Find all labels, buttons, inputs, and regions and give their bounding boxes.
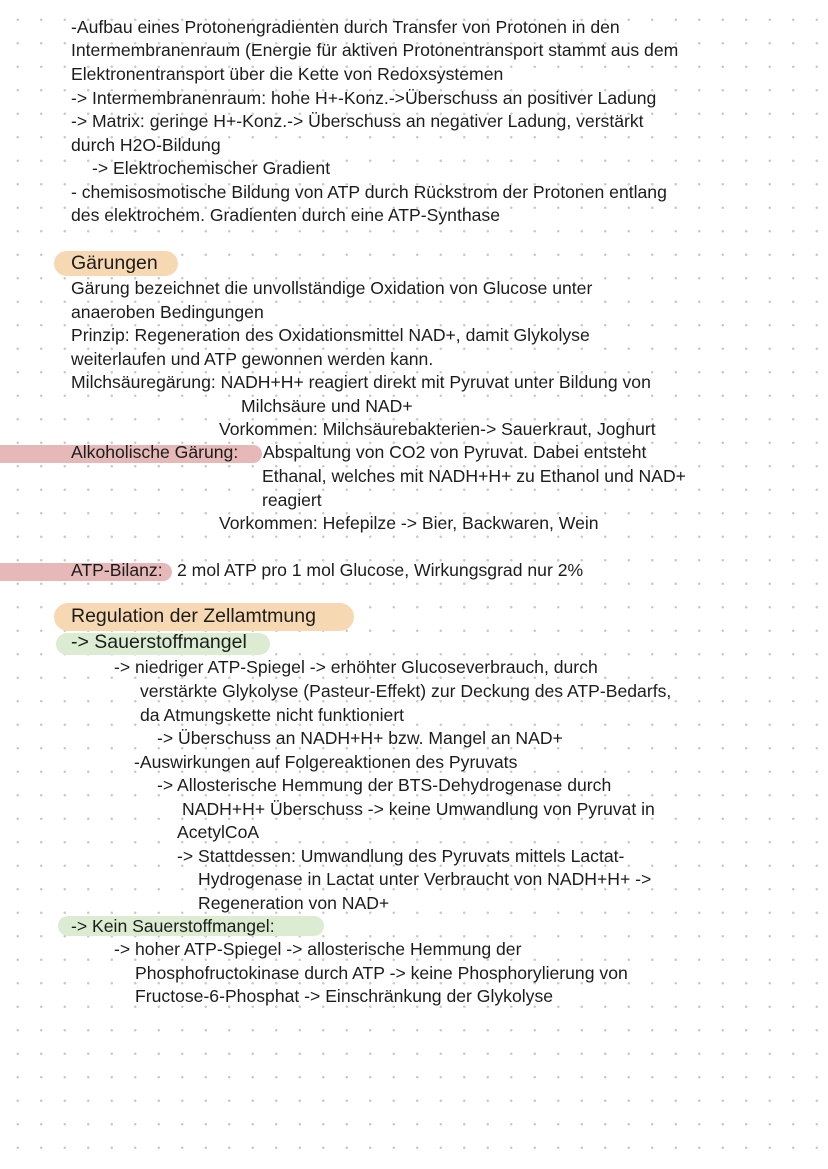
text-line: anaeroben Bedingungen — [71, 302, 264, 322]
text-line: -> Überschuss an NADH+H+ bzw. Mangel an NAD+ — [157, 728, 563, 748]
text-line: -> Matrix: geringe H+-Konz.-> Überschuss an negativer Ladung, verstärkt — [71, 111, 644, 131]
regulation-heading: Regulation der Zellamtmung — [71, 605, 316, 627]
sauerstoffmangel-heading: -> Sauerstoffmangel — [71, 631, 247, 653]
text-line: -> niedriger ATP-Spiegel -> erhöhter Glucoseverbrauch, durch — [114, 657, 598, 677]
text-line: Vorkommen: Hefepilze -> Bier, Backwaren, Wein — [219, 513, 599, 533]
gaerungen-heading: Gärungen — [71, 252, 158, 274]
text-line: -> Stattdessen: Umwandlung des Pyruvats mittels Lactat- — [177, 846, 625, 866]
text-line: Fructose-6-Phosphat -> Einschränkung der Glykolyse — [135, 986, 554, 1006]
text-line: durch H2O-Bildung — [71, 135, 221, 155]
kein-sauerstoffmangel-heading: -> Kein Sauerstoffmangel: — [71, 916, 275, 936]
text-line: Prinzip: Regeneration des Oxidationsmittel NAD+, damit Glykolyse — [71, 325, 590, 345]
text-line: Milchsäuregärung: NADH+H+ reagiert direkt mit Pyruvat unter Bildung von — [71, 372, 651, 392]
text-line: da Atmungskette nicht funktioniert — [140, 705, 405, 725]
text-line: -> Elektrochemischer Gradient — [92, 158, 331, 178]
bilanz-text: 2 mol ATP pro 1 mol Glucose, Wirkungsgrad nur 2% — [177, 560, 584, 580]
text-line: AcetylCoA — [177, 822, 260, 842]
bilanz-label: ATP-Bilanz: — [71, 560, 163, 580]
text-line: -Aufbau eines Protonengradienten durch Transfer von Protonen in den — [71, 17, 620, 37]
text-line: -Auswirkungen auf Folgereaktionen des Pyruvats — [134, 752, 518, 772]
text-line: Intermembranenraum (Energie für aktiven Protonentransport stammt aus dem — [71, 40, 679, 60]
text-line: Elektronentransport über die Kette von Redoxsystemen — [71, 64, 504, 84]
text-line: Phosphofructokinase durch ATP -> keine Phosphorylierung von — [135, 963, 628, 983]
text-line: reagiert — [262, 490, 322, 510]
text-line: Regeneration von NAD+ — [198, 893, 390, 913]
text-line: - chemisosmotische Bildung von ATP durch Rückstrom der Protonen entlang — [71, 182, 667, 202]
alkohol-label: Alkoholische Gärung: — [71, 442, 239, 462]
text-line: -> hoher ATP-Spiegel -> allosterische Hemmung der — [114, 939, 522, 959]
text-line: Abspaltung von CO2 von Pyruvat. Dabei entsteht — [263, 442, 647, 462]
text-line: -> Allosterische Hemmung der BTS-Dehydrogenase durch — [157, 775, 612, 795]
text-line: Ethanal, welches mit NADH+H+ zu Ethanol und NAD+ — [262, 466, 686, 486]
text-line: -> Intermembranenraum: hohe H+-Konz.->Überschuss an positiver Ladung — [71, 88, 657, 108]
text-line: Hydrogenase in Lactat unter Verbraucht von NADH+H+ -> — [198, 869, 652, 889]
text-line: verstärkte Glykolyse (Pasteur-Effekt) zur Deckung des ATP-Bedarfs, — [140, 681, 672, 701]
text-line: des elektrochem. Gradienten durch eine ATP-Synthase — [71, 205, 501, 225]
text-line: Vorkommen: Milchsäurebakterien-> Sauerkraut, Joghurt — [219, 419, 656, 439]
text-line: NADH+H+ Überschuss -> keine Umwandlung von Pyruvat in — [182, 799, 655, 819]
text-line: weiterlaufen und ATP gewonnen werden kann. — [71, 349, 434, 369]
text-line: Gärung bezeichnet die unvollständige Oxidation von Glucose unter — [71, 278, 593, 298]
text-line: Milchsäure und NAD+ — [241, 396, 413, 416]
